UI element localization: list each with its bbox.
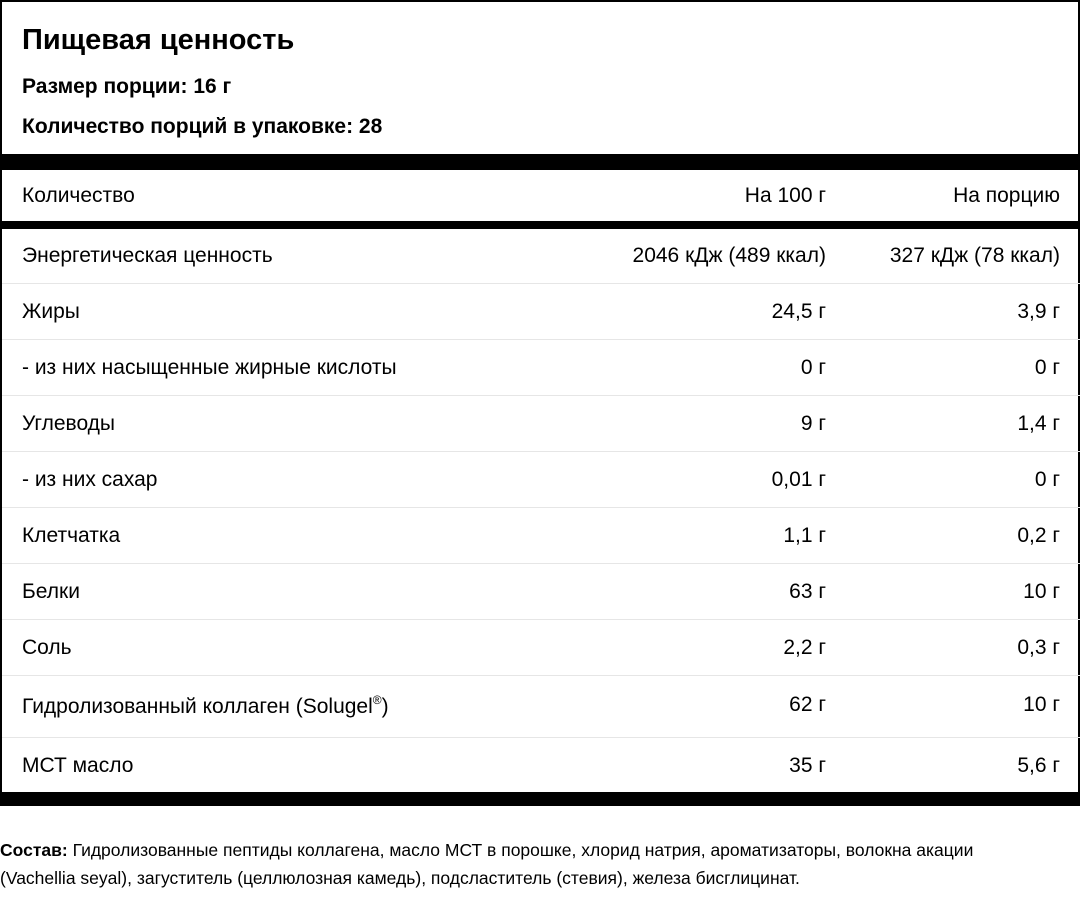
- table-row: [2, 340, 1080, 396]
- column-header-per-100g: На 100 г: [744, 184, 826, 207]
- table-row: [2, 620, 1080, 676]
- row-name: - из них сахар: [22, 468, 158, 491]
- row-name-text: Гидролизованный коллаген (Solugel: [22, 695, 373, 718]
- row-name-end: ): [381, 695, 389, 718]
- row-name: Энергетическая ценность: [22, 244, 273, 267]
- row-per-100g: 63 г: [789, 580, 826, 603]
- row-per-serving: 0 г: [1034, 356, 1060, 379]
- row-name: Углеводы: [22, 412, 116, 435]
- table-row: [2, 738, 1080, 794]
- row-per-serving: 1,4 г: [1017, 412, 1060, 435]
- serving-size: Размер порции: 16 г: [22, 75, 232, 98]
- row-name: Белки: [22, 580, 80, 603]
- table-row: [2, 676, 1080, 738]
- row-per-100g: 0 г: [800, 356, 826, 379]
- composition-body: Гидролизованные пептиды коллагена, масло МСТ в порошке, хлорид натрия, ароматизаторы, волокна акации (Vachellia seyal), загуститель (целлюлозная камедь), подсластитель (стевия), железа бисглицинат.: [0, 840, 974, 888]
- row-name: [22, 676, 389, 738]
- row-per-serving: 3,9 г: [1017, 300, 1060, 323]
- table-row: [2, 228, 1080, 284]
- table-header-row: [2, 168, 1080, 224]
- row-per-serving: 0 г: [1034, 468, 1060, 491]
- composition-text: [0, 836, 1040, 892]
- row-per-100g: 35 г: [789, 754, 826, 777]
- row-name: Жиры: [22, 300, 80, 323]
- table-row: [2, 564, 1080, 620]
- row-per-100g: 2,2 г: [783, 636, 826, 659]
- composition-label: Состав:: [0, 840, 68, 860]
- column-header-amount: Количество: [22, 184, 135, 207]
- row-per-serving: 10 г: [1023, 580, 1060, 603]
- column-header-per-serving: На порцию: [953, 184, 1060, 207]
- table-row: [2, 452, 1080, 508]
- row-per-100g: 0,01 г: [771, 468, 826, 491]
- table-row: [2, 508, 1080, 564]
- table-row: [2, 284, 1080, 340]
- row-per-100g: 9 г: [800, 412, 826, 435]
- page-title: Пищевая ценность: [22, 24, 295, 56]
- row-per-serving: 5,6 г: [1017, 754, 1060, 777]
- row-name: Соль: [22, 636, 72, 659]
- row-per-100g: 24,5 г: [771, 300, 826, 323]
- row-per-100g: 2046 кДж (489 ккал): [632, 244, 826, 267]
- row-per-100g: 1,1 г: [783, 524, 826, 547]
- servings-per-pack: Количество порций в упаковке: 28: [22, 115, 383, 138]
- registered-mark: ®: [372, 693, 382, 707]
- row-per-serving: 0,3 г: [1017, 636, 1060, 659]
- row-per-serving: 0,2 г: [1017, 524, 1060, 547]
- row-name: МСТ масло: [22, 754, 134, 777]
- row-name: - из них насыщенные жирные кислоты: [22, 356, 397, 379]
- row-name: Клетчатка: [22, 524, 121, 547]
- row-per-serving: 327 кДж (78 ккал): [889, 244, 1060, 267]
- row-per-serving: 10 г: [1023, 693, 1060, 716]
- row-per-100g: 62 г: [789, 693, 826, 716]
- table-row: [2, 396, 1080, 452]
